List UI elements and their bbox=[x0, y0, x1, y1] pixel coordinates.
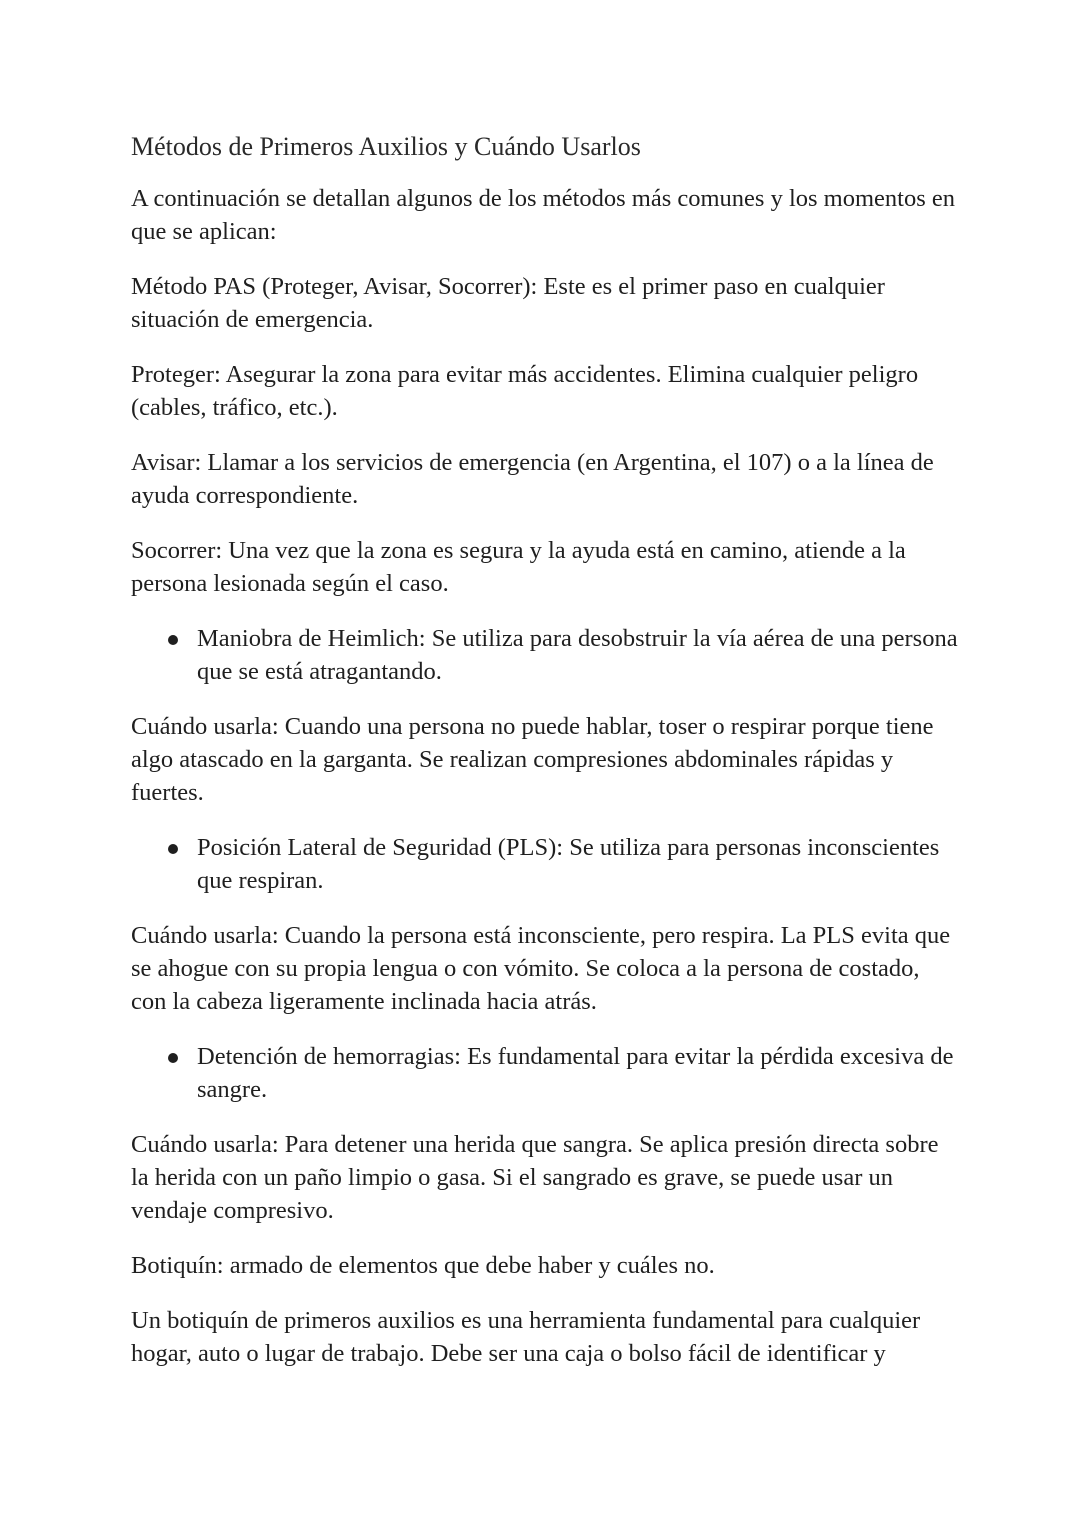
list-item-text: Detención de hemorragias: Es fundamental para evitar la pérdida excesiva de sangre. bbox=[197, 1043, 954, 1103]
paragraph-avisar: Avisar: Llamar a los servicios de emergencia (en Argentina, el 107) o a la línea de ayuda correspondiente. bbox=[131, 449, 934, 509]
paragraph-intro: A continuación se detallan algunos de los métodos más comunes y los momentos en que se aplican: bbox=[131, 185, 956, 245]
bullet-icon bbox=[168, 635, 178, 645]
bullet-icon bbox=[168, 1053, 178, 1063]
paragraph-heimlich-usage: Cuándo usarla: Cuando una persona no puede hablar, toser o respirar porque tiene algo atascado en la garganta. Se realizan compresiones abdominales rápidas y fuertes. bbox=[131, 713, 934, 806]
list-item-text: Maniobra de Heimlich: Se utiliza para desobstruir la vía aérea de una persona que se está atragantando. bbox=[197, 625, 958, 685]
paragraph-socorrer: Socorrer: Una vez que la zona es segura y la ayuda está en camino, atiende a la persona lesionada según el caso. bbox=[131, 537, 906, 597]
list-item-pls bbox=[131, 831, 961, 897]
paragraph-botiquin-intro: Un botiquín de primeros auxilios es una herramienta fundamental para cualquier hogar, auto o lugar de trabajo. Debe ser una caja o bolso fácil de identificar y bbox=[131, 1307, 921, 1367]
list-item-heimlich bbox=[131, 622, 961, 688]
paragraph-proteger: Proteger: Asegurar la zona para evitar más accidentes. Elimina cualquier peligro (cables, tráfico, etc.). bbox=[131, 361, 919, 421]
paragraph-metodo-pas: Método PAS (Proteger, Avisar, Socorrer): Este es el primer paso en cualquier situación de emergencia. bbox=[131, 273, 885, 333]
list-item-hemorragias bbox=[131, 1040, 961, 1106]
paragraph-hemorragias-usage: Cuándo usarla: Para detener una herida que sangra. Se aplica presión directa sobre la herida con un paño limpio o gasa. Si el sangrado es grave, se puede usar un vendaje compresivo. bbox=[131, 1131, 939, 1224]
paragraph-botiquin-heading: Botiquín: armado de elementos que debe haber y cuáles no. bbox=[131, 1252, 715, 1279]
list-item-text: Posición Lateral de Seguridad (PLS): Se utiliza para personas inconscientes que respiran. bbox=[197, 834, 940, 894]
paragraph-pls-usage: Cuándo usarla: Cuando la persona está inconsciente, pero respira. La PLS evita que se ahogue con su propia lengua o con vómito. Se coloca a la persona de costado, con la cabeza ligeramente inclinada hacia atrás. bbox=[131, 922, 951, 1015]
document-title: Métodos de Primeros Auxilios y Cuándo Usarlos bbox=[131, 132, 641, 161]
bullet-icon bbox=[168, 844, 178, 854]
document-page bbox=[131, 128, 961, 1392]
